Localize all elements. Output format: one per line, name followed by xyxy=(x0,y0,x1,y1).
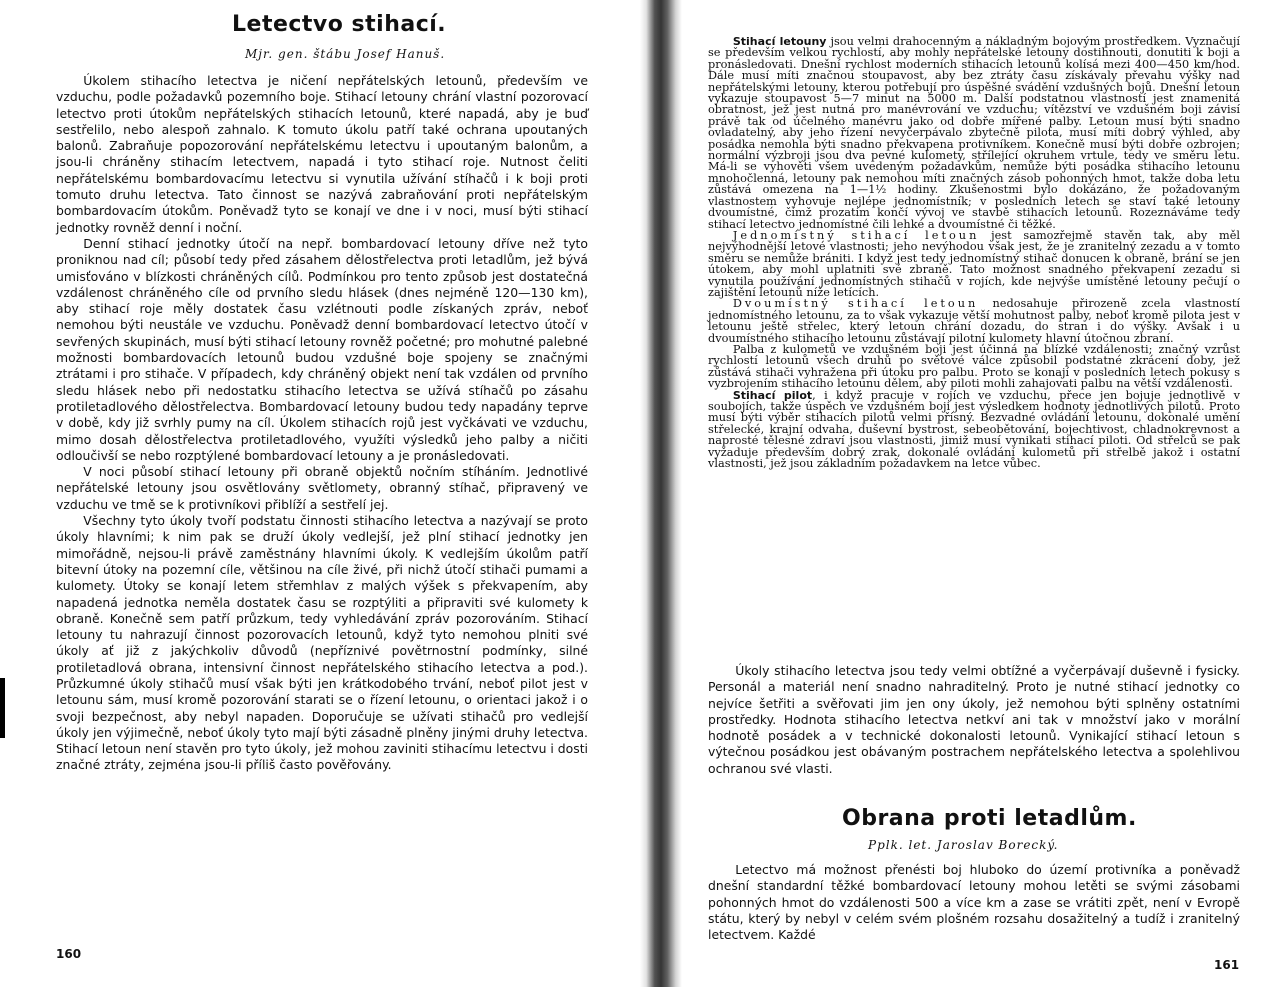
paragraph xyxy=(708,390,1240,470)
article-title: Letectvo stihací. xyxy=(232,12,447,37)
paragraph: V noci působí stihací letouny při obraně objektů nočním stíháním. Jednotlivé nepřátelské letouny jsou osvětlovány světlomety, obranný stíhač, připravený ve vzduchu ve tmě se k protivníkovi přiblíží a sestřelí jej. xyxy=(56,464,588,512)
right-page xyxy=(660,0,1280,987)
paragraph xyxy=(708,298,1240,344)
paragraph: Úkolem stihacího letectva je ničení nepřátelských letounů, především ve vzduchu, podle požadavků pozemního boje. Stihací letouny chrání vlastní pozorovací letectvo proti útokům nepřátelských stihacích letounů, které napadá, aby je buď sestřelilo, nebo alespoň zahnalo. K tomuto úkolu patří také ochrana upoutaných balonů. Zabraňuje popozorování nepřátelskému letectvu i upoutaným balonům, a jsou-li chráněny stihacím letectvem, napadá i tyto stihací roje. Nutnost čeliti nepřátelskému bombardovacímu letectvu si vynutila užívání stíhačů i k boji proti tomuto druhu letectva. Tato činnost se nazývá zabraňování proti nepřátelským bombardovacím útokům. Poněvadž tyto se konají ve dne i v noci, musí býti stihací jednotky rovněž denní i noční. xyxy=(56,73,588,235)
paragraph-lead: Dvoumístný stihací letoun xyxy=(732,297,979,311)
paragraph-text: nedosahuje přirozeně zcela vlastností jednomístného letounu, za to však vykazuje větší mohutnost palby, neboť kromě pilota jest v letounu ještě střelec, který letoun chrání dozadu, do stran i do výšky. Avšak i u dvoumístného stihacího letounu zůstávají pilotní kulomety hlavní útočnou zbraní. xyxy=(708,297,1240,345)
paragraph: Úkoly stihacího letectva jsou tedy velmi obtížné a vyčerpávají duševně i fysicky. Personál a materiál není snadno nahraditelný. Proto je nutné stihací jednotky co nejvíce šetřiti a svěřovati jim jen ony úkoly, jež nemohou býti splněny ostatními prostředky. Hodnota stihacího letectva netkví ani tak v množství jako v morální hodnotě posádek a v technické dokonalosti letounů. Vynikající stihací letoun s výtečnou posádkou jest obávaným postrachem nepřátelského letectva a spolehlivou ochranou své vlasti. xyxy=(708,663,1240,776)
paragraph xyxy=(708,36,1240,230)
paragraph-text: , i když pracuje v rojích ve vzduchu, přece jen bojuje jednotlivě v soubojích, takže úspěch ve vzdušném boji jest výsledkem hodnoty jednotlivých pilotů. Proto musí býti výběr stihacích pilotů velmi přísný. Bezvadné ovládání letounu, dokonalé umění střelecké, krajní odvaha, duševní bystrost, sebeobětování, bojechtivost, chladnokrevnost a naprosté tělesné zdraví jsou vlastnosti, jimiž musí vynikati stihací piloti. Od střelců se pak vyžaduje především dobrý zrak, dokonalé ovládání kulometů při střelbě jakož i ostatní vlastnosti, jež jsou základním požadavkem na letce vůbec. xyxy=(708,388,1240,471)
paragraph: Palba z kulometů ve vzdušném boji jest účinná na blízké vzdálenosti; značný vzrůst rychlostí letounů všech druhů po světové válce způsobil podstatné zkrácení doby, jež zůstává stihači vyhražena při útoku pro palbu. Proto se konají v posledních letech pokusy s vyzbrojením stihacího letounu dělem, aby piloti mohli zahajovati palbu na větší vzdálenosti. xyxy=(708,342,1240,391)
section-author: Pplk. let. Jaroslav Borecký. xyxy=(868,838,1059,852)
right-sans-text-2 xyxy=(708,862,1240,943)
section-title: Obrana proti letadlům. xyxy=(842,806,1137,831)
paragraph-lead: Stihací letouny xyxy=(732,35,827,48)
page-number-left: 160 xyxy=(56,947,82,961)
paragraph: Všechny tyto úkoly tvoří podstatu činnosti stihacího letectva a nazývají se proto úkoly hlavními; k nim pak se druží úkoly vedlejší, jež plní stihací jednotky jen mimořádně, nejsou-li právě zaměstnány hlavními úkoly. K vedlejším úkolům patří bitevní útoky na pozemní cíle, většinou na cíle živé, při nichž útočí stihači pumami a kulomety. Útoky se konají letem střemhlav z malých výšek s překvapením, aby napadená jednotka neměla dostatek času se rozptýliti a připraviti své kulomety k obraně. Konečně sem patří průzkum, tedy vyhledávání zpráv pozorováním. Stihací letouny tu nahrazují činnost pozorovacích letounů, když tyto nemohou plniti své úkoly ať již z jakýchkoliv důvodů (nepříznivé povětrnostní podmínky, silné protiletadlová obrana, intensivní činnost nepřátelského stihacího letectva a pod.). Průzkumné úkoly stihačů musí však býti jen krátkodobého trvání, neboť pilot jest v letounu sám, musí kromě pozorování starati se o řízení letounu, o orientaci jakož i o svoji bezpečnost, aby nebyl napaden. Doporučuje se užívati stihačů pro vedlejší úkoly jen výjimečně, neboť úkoly tyto mají býti zásadně plněny jinými druhy letectva. Stihací letoun není stavěn pro tyto úkoly, jež mohou zaviniti stihacímu letectvu i dosti značné ztráty, zejména jsou-li příliš často pověřovány. xyxy=(56,513,588,773)
paragraph: Denní stihací jednotky útočí na nepř. bombardovací letouny dříve než tyto proniknou nad cíl; působí tedy před zásahem dělostřelectva proti letadlům, jež bývá umisťováno v blízkosti chráněných cílů. Podmínkou pro tento způsob jest dostatečná vzdálenost chráněného cíle od prvního sledu hlásek (dnes nejméně 120—130 km), aby stihací roje měly dostatek času vzlétnouti podle získaných zpráv, neboť nemohou býti neustále ve vzduchu. Poněvadž denní bombardovací letectvo útočí v sevřených skupinách, musí býti stihací letouny rovněž početné; pro mohutné palebné možnosti bombardovacích letounů budou vzdušné boje spojeny se značnými ztrátami i pro stihače. V případech, kdy chráněný objekt není tak vzdálen od prvního sledu hlásek nebo při nedostatku stihacího letectva se užívá stíhačů po zásahu protiletadlového dělostřelectva. Bombardovací letouny budou tedy napadány teprve v době, kdy již svrhly pumy na cíl. Úkolem stihacích rojů jest vyčkávati ve vzduchu, mimo dosah dělostřelectva protiletadlového, využíti výsledků jeho palby a ničiti odloučivší se nebo rozptýlené bombardovací letouny a je pronásledovati. xyxy=(56,235,588,463)
paragraph-lead: Stihací pilot xyxy=(732,388,813,402)
paragraph-text: jest samozřejmě stavěn tak, aby měl nejvýhodnější letové vlastnosti; jeho nevýhodou však jest, že je zranitelný zezadu a v tomto směru se nemůže brániti. I když jest tedy jednomístný stihač donucen k obraně, brání se jen útokem, aby mohl uplatniti své zbraně. Tato možnost snadného překvapení zezadu si vynutila používání jednomístných stihačů v rojích, kde nejvýše umístěné letouny pečují o zajištění letounů níže letících. xyxy=(708,228,1240,299)
paragraph xyxy=(708,230,1240,298)
paragraph-lead: Jednomístný stihací letoun xyxy=(732,228,980,242)
right-serif-text xyxy=(708,36,1240,469)
page-number-right: 161 xyxy=(1214,958,1240,972)
left-body-text xyxy=(56,73,588,774)
paragraph: Letectvo má možnost přenésti boj hluboko do území protivníka a poněvadž dnešní standardní těžké bombardovací letouny mohou letěti se svými zásobami pohonných hmot do vzdálenosti 500 a více km a zase se vrátiti zpět, není v Evropě státu, který by nebyl v celém svém plošném rozsahu dosažitelný a tudíž i zranitelný letectvem. Každé xyxy=(708,862,1240,943)
scan-edge-mark xyxy=(0,678,5,738)
article-author: Mjr. gen. štábu Josef Hanuš. xyxy=(245,47,446,61)
paragraph-text: jsou velmi drahocenným a nákladným bojovým prostředkem. Vyznačují se především velkou rychlostí, aby mohly nepřátelské letouny dostihnouti, donutiti k boji a pronásledovati. Dnešní rychlost moderních stihacích letounů kolísá mezi 400—450 km/hod. Dále musí míti značnou stoupavost, aby bez ztráty času získávaly převahu výšky nad nepřátelskými letouny, kterou potřebují pro úspěšné svádění vzdušných bojů. Dnešní letoun vykazuje stoupavost 5—7 minut na 5000 m. Další podstatnou vlastností jest znamenitá obratnost, jež jest nutná pro manévrování ve vzduchu; vítězství ve vzdušném boji závisí právě tak od účelného manévru jako od dobře mířené palby. Letoun musí býti snadno ovladatelný, aby jeho řízení nevyčerpávalo zbytečně pilota, musí míti dobrý výhled, aby posádka nemohla býti snadno překvapena protivníkem. Konečně musí býti dobře ozbrojen; normální výzbroji jsou dva pevné kulomety, střílející okruhem vrtule, tedy ve směru letu. Má-li se vyhověti všem uvedeným požadavkům, nemůže býti posádka stihacího letounu mnohočlenná, letouny pak nemohou míti značných zásob pohonných hmot, takže doba letu zůstává omezena na 1—1½ hodiny. Zkušenostmi bylo dokázáno, že požadovaným vlastnostem vyhovuje nejlépe jednomístník; v posledních letech se staví také letouny dvoumístné, čímž prozatím končí vývoj ve stavbě stihacích letounů. Rozeznáváme tedy stihací letectvo jednomístné čili lehké a dvoumístné či těžké. xyxy=(708,35,1240,231)
right-sans-text xyxy=(708,663,1240,777)
